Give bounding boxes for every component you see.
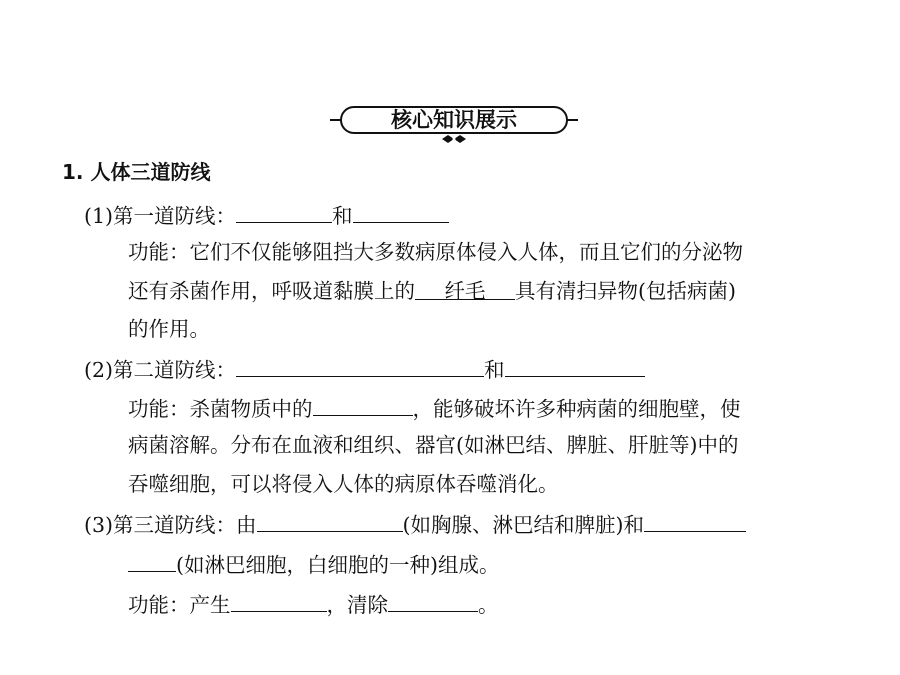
defense-1-label: (1)第一道防线： — [84, 204, 237, 228]
blank-defense-2b — [505, 354, 645, 377]
blank-defense-3b — [644, 509, 746, 532]
func-3a: 功能：产生 — [128, 593, 231, 617]
banner-title: 核心知识展示 — [385, 108, 523, 132]
func-1-line-3: 的作用。 — [128, 317, 210, 341]
and-text: 和 — [484, 358, 505, 382]
blank-defense-3b-cont — [128, 549, 176, 572]
defense-3-line-2 — [128, 549, 500, 579]
line-defense-2 — [84, 354, 645, 384]
blank-defense-2c — [313, 393, 413, 416]
line-defense-1 — [84, 200, 449, 230]
banner-ornament-icon — [440, 134, 468, 144]
func-2-line-1a: 功能：杀菌物质中的 — [128, 397, 313, 421]
line-defense-3 — [84, 509, 746, 539]
func-3c: 。 — [478, 593, 499, 617]
func-2-line-1 — [128, 393, 741, 423]
defense-3-mid: (如胸腺、淋巴结和脾脏)和 — [402, 513, 645, 537]
blank-defense-2a — [236, 354, 484, 377]
func-1-line-2b: 具有清扫异物(包括病菌) — [515, 279, 736, 303]
func-2-line-1b: ，能够破坏许多种病菌的细胞壁，使 — [412, 397, 741, 421]
answer-cilia: 纤毛 — [415, 277, 515, 300]
blank-defense-3d — [388, 589, 478, 612]
defense-3-label: (3)第三道防线：由 — [84, 513, 257, 537]
func-3b: ，清除 — [326, 593, 388, 617]
and-text: 和 — [332, 204, 353, 228]
func-2-line-2: 病菌溶解。分布在血液和组织、器官(如淋巴结、脾脏、肝脏等)中的 — [128, 433, 739, 457]
defense-2-label: (2)第二道防线： — [84, 358, 237, 382]
blank-defense-1b — [353, 200, 449, 223]
blank-defense-3a — [257, 509, 403, 532]
defense-3-line-2-text: (如淋巴细胞，白细胞的一种)组成。 — [176, 553, 500, 577]
blank-defense-3c — [231, 589, 327, 612]
blank-defense-1a — [236, 200, 332, 223]
func-3-line — [128, 589, 499, 619]
func-2-line-3: 吞噬细胞，可以将侵入人体的病原体吞噬消化。 — [128, 472, 559, 496]
func-1-line-2 — [128, 277, 736, 305]
func-1-line-2a: 还有杀菌作用，呼吸道黏膜上的 — [128, 279, 415, 303]
section-banner — [330, 104, 578, 144]
section-heading: 1. 人体三道防线 — [62, 160, 211, 184]
func-1-line-1: 功能：它们不仅能够阻挡大多数病原体侵入人体，而且它们的分泌物 — [128, 240, 743, 264]
